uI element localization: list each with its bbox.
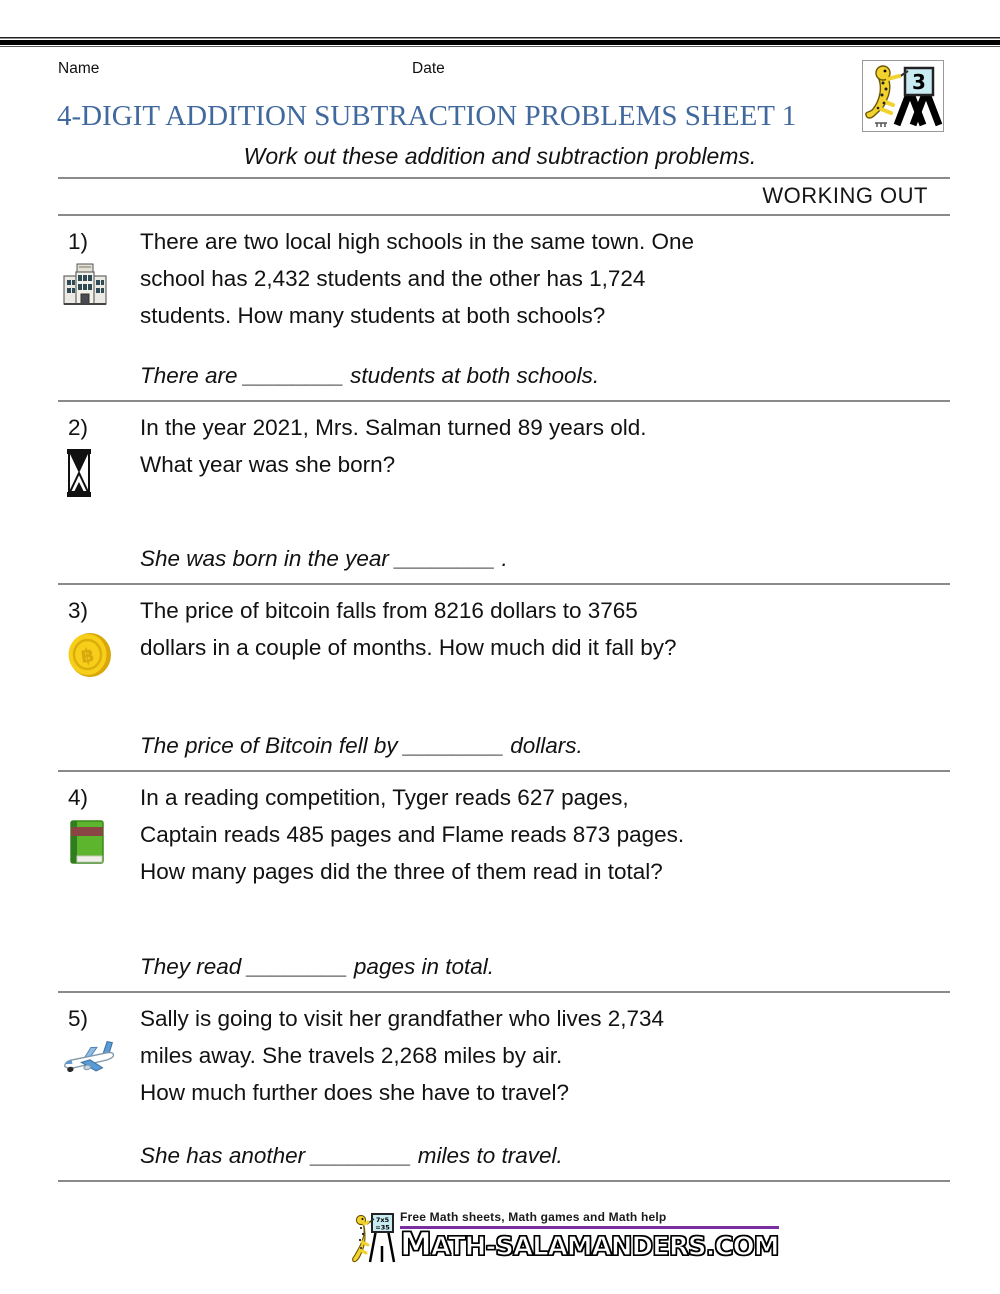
problem-3-line-1: The price of bitcoin falls from 8216 dollars to 3765 (140, 598, 638, 623)
problem-2-line-2: What year was she born? (140, 452, 396, 477)
problem-5-answer-sentence: She has another ________ miles to travel. (140, 1143, 563, 1168)
problem-4-number: 4) (68, 785, 89, 810)
book-icon (70, 819, 140, 870)
page-subtitle: Work out these addition and subtraction problems. (243, 143, 757, 169)
svg-text:7x5: 7x5 (375, 1216, 390, 1224)
date-label: Date (412, 60, 445, 77)
airplane-icon (61, 1040, 140, 1085)
problem-1-answer-sentence: There are ________ students at both schools. (140, 363, 600, 388)
salamander-easel-icon (863, 61, 943, 131)
problem-1-left (58, 216, 140, 400)
problem-5-line-2: miles away. She travels 2,268 miles by air. (140, 1043, 563, 1068)
problem-1-line-1: There are two local high schools in the same town. One (140, 229, 695, 254)
problem-row-5 (58, 993, 950, 1182)
working-out-column-header: WORKING OUT (762, 183, 928, 208)
problems-table (58, 214, 950, 1182)
problem-3-number: 3) (68, 598, 89, 623)
problem-row-3 (58, 585, 950, 772)
problem-5-left (58, 993, 140, 1180)
problem-5-body (140, 993, 950, 1180)
top-border-rule (0, 37, 1000, 47)
problem-4-line-2: Captain reads 485 pages and Flame reads 873 pages. (140, 822, 685, 847)
problem-2-answer-sentence: She was born in the year ________ . (140, 546, 508, 571)
bitcoin-icon (66, 632, 140, 683)
problem-4-line-1: In a reading competition, Tyger reads 627 pages, (140, 785, 629, 810)
problem-4-left (58, 772, 140, 991)
problem-3-left (58, 585, 140, 770)
school-icon (61, 263, 140, 312)
math-salamanders-logo (862, 60, 944, 132)
problem-3-line-2: dollars in a couple of months. How much did it fall by? (140, 635, 677, 660)
problem-4-body (140, 772, 950, 991)
header-separator-line (58, 177, 950, 179)
svg-text:=35: =35 (375, 1223, 390, 1232)
problem-5-number: 5) (68, 1006, 89, 1031)
problem-2-body (140, 402, 950, 583)
footer-text-block (400, 1210, 779, 1262)
problem-2-left (58, 402, 140, 583)
problem-1-body (140, 216, 950, 400)
problem-1-number: 1) (68, 229, 89, 254)
problem-3-answer-sentence: The price of Bitcoin fell by ________ dollars. (140, 733, 583, 758)
footer-salamander-easel-icon (352, 1212, 396, 1271)
hourglass-icon (66, 449, 140, 502)
problem-4-line-3: How many pages did the three of them read in total? (140, 859, 663, 884)
problem-row-2 (58, 402, 950, 585)
name-label: Name (58, 60, 100, 77)
problem-5-line-3: How much further does she have to travel? (140, 1080, 569, 1105)
problem-2-line-1: In the year 2021, Mrs. Salman turned 89 years old. (140, 415, 647, 440)
svg-text:฿: ฿ (79, 644, 96, 668)
problem-5-line-1: Sally is going to visit her grandfather who lives 2,734 (140, 1006, 665, 1031)
footer-site-name: MATH-SALAMANDERS.COM (400, 1225, 779, 1263)
footer-tagline: Free Math sheets, Math games and Math help (400, 1210, 667, 1224)
problem-1-line-2: school has 2,432 students and the other has 1,724 (140, 266, 646, 291)
page-title: 4-DIGIT ADDITION SUBTRACTION PROBLEMS SHEET 1 (57, 100, 797, 132)
problem-row-4 (58, 772, 950, 993)
footer-brand (352, 1210, 779, 1271)
problem-3-body (140, 585, 950, 770)
problem-row-1 (58, 216, 950, 402)
svg-text:3: 3 (912, 70, 926, 94)
problem-4-answer-sentence: They read ________ pages in total. (140, 954, 495, 979)
problem-2-number: 2) (68, 415, 89, 440)
problem-1-line-3: students. How many students at both schools? (140, 303, 606, 328)
